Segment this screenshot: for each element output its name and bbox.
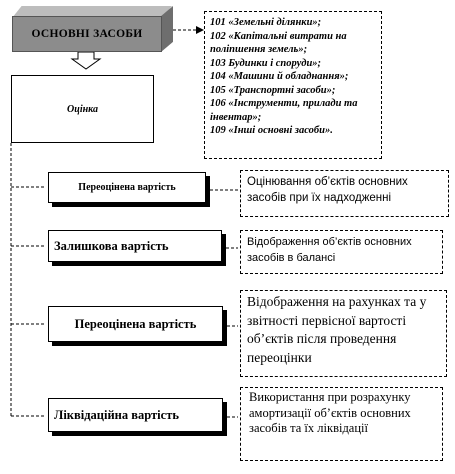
valuation-type-1 xyxy=(48,172,206,203)
valuation-type-3 xyxy=(48,306,223,342)
account-item: 101 «Земельні ділянки»; xyxy=(210,17,322,28)
valuation-type-4 xyxy=(48,398,223,432)
account-item: 103 Будинки і споруди»; xyxy=(210,57,322,69)
account-item: 106 «Інструменти, прилади та інвентар»; xyxy=(210,98,358,123)
valuation-type-label: Переоцінена вартість xyxy=(78,182,176,193)
account-item: 105 «Транспортні засоби»; xyxy=(210,84,336,96)
valuation-desc-2 xyxy=(240,230,443,274)
fixed-assets-header xyxy=(12,16,162,52)
valuation-desc-4 xyxy=(240,387,443,461)
valuation-type-2 xyxy=(48,230,222,262)
valuation-type-label: Ліквідаційна вартість xyxy=(54,407,179,422)
arrowhead-right xyxy=(196,26,204,34)
evaluation-label: Оцінка xyxy=(67,103,98,115)
valuation-desc-text: Відображення на рахунках та у звітності первісної вартості об’єктів після проведення переоцінки xyxy=(247,294,427,365)
valuation-desc-1 xyxy=(240,170,449,217)
account-item: 109 «Інші основні засоби». xyxy=(210,125,333,136)
valuation-desc-text: Оцінювання об’єктів основних засобів при їх надходженні xyxy=(247,176,408,204)
valuation-desc-text: Використання при розрахунку амортизації об’єктів основних засобів та їх ліквідації xyxy=(249,390,411,435)
account-item: 104 «Машини й обладнання»; xyxy=(210,71,349,82)
down-arrow xyxy=(72,52,100,69)
account-item: 102 «Капітальні витрати на поліпшення земель»; xyxy=(210,30,347,55)
valuation-desc-text: Відображення об’єктів основних засобів в балансі xyxy=(247,236,412,264)
evaluation-box xyxy=(11,75,154,143)
valuation-type-label: Переоцінена вартість xyxy=(74,316,197,331)
valuation-desc-3 xyxy=(240,290,447,377)
fixed-assets-title: ОСНОВНІ ЗАСОБИ xyxy=(31,28,143,40)
valuation-type-label: Залишкова вартість xyxy=(54,238,169,253)
accounts-list xyxy=(204,11,382,159)
